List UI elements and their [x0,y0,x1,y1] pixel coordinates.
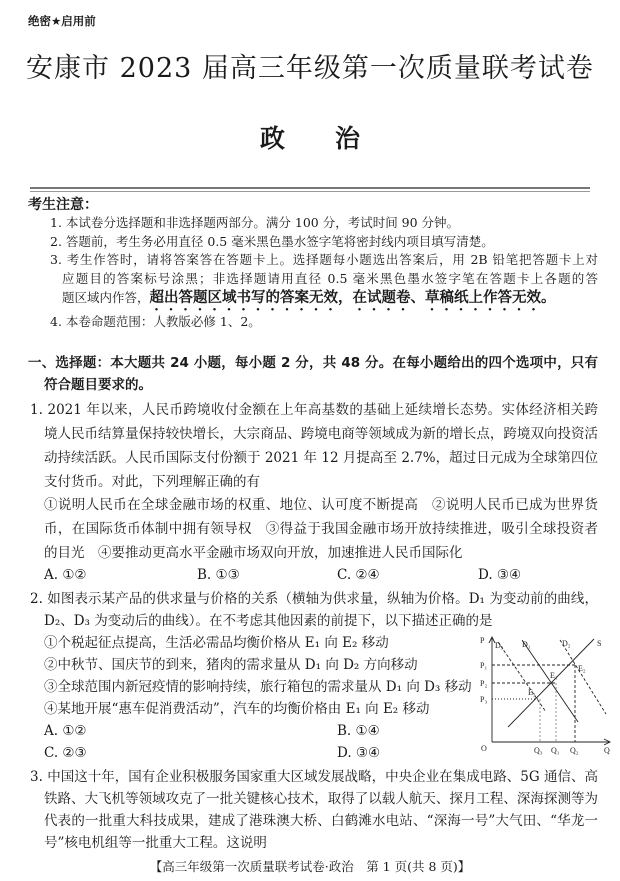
demand-curve-d1 [522,640,578,722]
exam-title: 安康市 2023 届高三年级第一次质量联考试卷 [26,53,594,84]
question-1-text: 1. 2021 年以来，人民币跨境收付金额在上年高基数的基础上延续增长态势。实体经济相关跨 [30,402,598,418]
price-label-p2: P₂ [480,679,488,688]
point-label-e2: E₂ [578,664,586,673]
price-label-p3: P₃ [480,695,488,704]
divider [30,191,590,192]
notice-item: 1. 本试卷分选择题和非选择题两部分。满分 100 分，考试时间 90 分钟。 [50,215,460,230]
question-1-option-c[interactable]: C. ②④ [337,567,380,583]
page-footer: 【高三年级第一次质量联考试卷·政治 第 1 页(共 8 页)】 [149,859,471,874]
question-3-text: 3. 中国这十年，国有企业积极服务国家重大区域发展战略，中央企业在集成电路、5G 通信、高 [30,769,598,785]
curve-label-d1: D₁ [522,640,531,649]
question-1-option-d[interactable]: D. ③④ [478,567,522,583]
section-heading: 一、选择题：本大题共 24 小题，每小题 2 分，共 48 分。在每小题给出的四个选项中，只有 [28,355,598,371]
notice-item: 2. 答题前，考生务必用直径 0.5 毫米黑色墨水签字笔将密封线内项目填写清楚。 [50,234,494,249]
question-3-text: 号”核电机组等一批重大工程。这说明 [44,835,267,851]
question-1-text: 支付货币。对此，下列理解正确的有 [44,474,260,490]
question-3-text: 铁路、大飞机等领域攻克了一批关键核心技术，取得了以载人航天、探月工程、深海探测等为 [44,791,598,807]
notice-item-row [62,289,556,314]
divider [30,187,590,189]
x-axis-label: Q [604,746,610,755]
curve-label-s: S [597,639,602,648]
price-label-p1: P₁ [480,661,488,670]
notice-item: 题区域内作答， [62,290,150,305]
notice-item: 3. 考生作答时，请将答案答在答题卡上。选择题每小题选出答案后，用 2B 铅笔把答题卡上对 [50,252,598,267]
question-3-text: 代表的一批重大科技成果，建成了港珠澳大桥、白鹤滩水电站、“深海一号”大气田、“华龙一 [44,813,598,829]
question-2-statement: ②中秋节、国庆节的到来，猪肉的需求量从 D₁ 向 D₂ 方向移动 [44,657,418,673]
question-1-statement: 的目光 ④要推动更高水平金融市场双向开放，加速推进人民币国际化 [44,545,463,561]
question-2-option-b[interactable]: B. ①④ [337,723,380,739]
subject-title: 政 治 [259,124,360,153]
question-2-option-d[interactable]: D. ③④ [337,745,381,761]
question-2-statement: ③全球范围内新冠疫情的影响持续，旅行箱包的需求量从 D₁ 向 D₃ 移动 [44,679,472,695]
confidential-label: 绝密★启用前 [28,14,96,28]
question-2-option-c[interactable]: C. ②③ [44,745,87,761]
quantity-label-q1: Q₁ [551,746,560,755]
origin-label: O [481,744,487,753]
curve-label-d3: D₃ [495,641,504,650]
question-2-statement: ①个税起征点提高，生活必需品均衡价格从 E₁ 向 E₂ 移动 [44,635,389,651]
question-2-text: D₂、D₃ 为变动后的曲线）。在不考虑其他因素的前提下，以下描述正确的是 [44,613,493,629]
quantity-label-q2: Q₂ [570,746,579,755]
curve-label-d2: D₂ [562,639,571,648]
notice-emphasis: 超出答题区域书写的答案无效，在试题卷、草稿纸上作答无效。 [149,290,556,306]
quantity-label-q3: Q₃ [534,746,543,755]
notice-heading: 考生注意： [28,197,98,213]
supply-demand-figure [478,634,613,758]
y-axis-label: P [480,636,485,645]
demand-curve-d2 [560,640,606,714]
question-2-statement: ④某地开展“惠车促消费活动”，汽车的均衡价格由 E₁ 向 E₂ 移动 [44,701,430,717]
point-label-e1: E₁ [550,671,558,680]
question-1-option-a[interactable]: A. ①② [44,567,87,583]
question-2-text: 2. 如图表示某产品的供求量与价格的关系（横轴为供求量，纵轴为价格。D₁ 为变动前的曲线， [30,591,598,607]
question-1-text: 境人民币结算量保持较快增长，大宗商品、跨境电商等领域成为新的增长点，跨境双向投资活 [44,426,598,442]
demand-curve-d3 [498,642,546,712]
notice-item: 4. 本卷命题范围：人教版必修 1、2。 [50,314,261,329]
section-heading: 符合题目要求的。 [44,377,152,393]
question-1-text: 动持续活跃。人民币国际支付份额于 2021 年 12 月提高至 2.7%，超过日元成为全球第四位 [44,450,598,466]
notice-item: 应题目的答案标号涂黑；非选择题请用直径 0.5 毫米黑色墨水签字笔在答题卡上各题的答 [62,271,598,286]
question-2-option-a[interactable]: A. ①② [44,723,87,739]
point-label-e3: E₃ [528,688,536,697]
question-1-statement: 币，在国际货币体制中拥有领导权 ③得益于我国金融市场开放持续推进，吸引全球投资者 [44,521,598,537]
question-1-statement: ①说明人民币在全球金融市场的权重、地位、认可度不断提高 ②说明人民币已成为世界货 [44,497,598,513]
question-1-option-b[interactable]: B. ①③ [197,567,240,583]
